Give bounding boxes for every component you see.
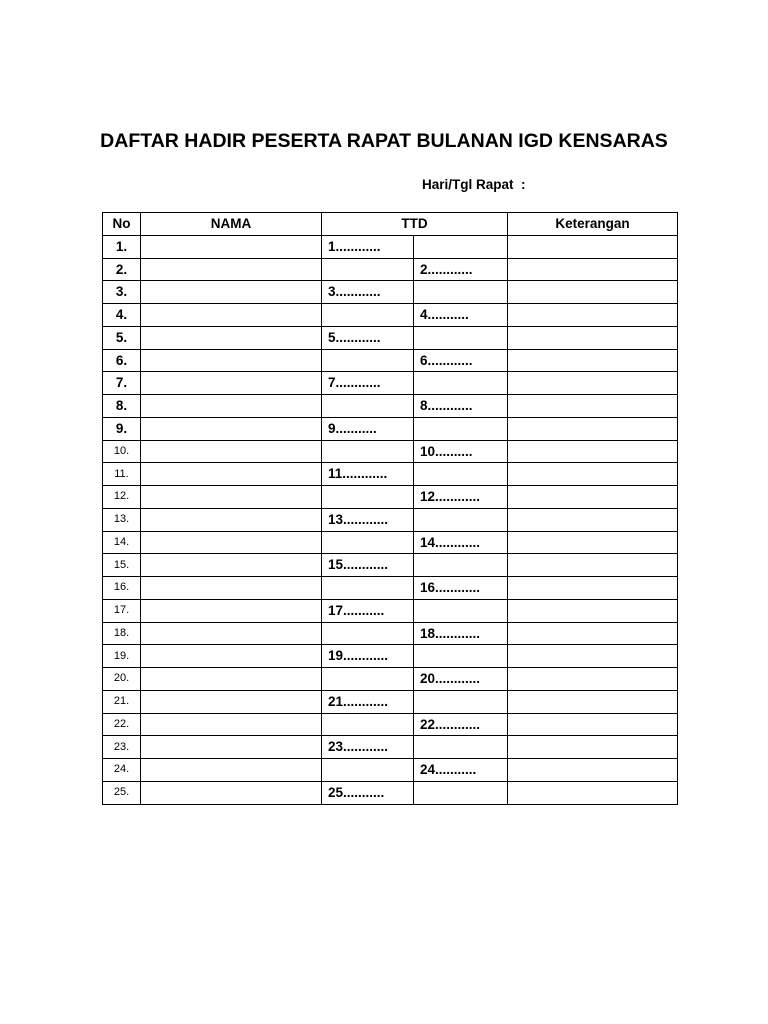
keterangan-cell[interactable] [508, 554, 678, 577]
name-cell[interactable] [141, 690, 322, 713]
signature-line[interactable]: 19............ [322, 645, 414, 668]
row-number: 25. [103, 781, 141, 804]
keterangan-cell[interactable] [508, 668, 678, 691]
keterangan-cell[interactable] [508, 645, 678, 668]
name-cell[interactable] [141, 668, 322, 691]
keterangan-cell[interactable] [508, 463, 678, 486]
row-number: 10. [103, 440, 141, 463]
name-cell[interactable] [141, 395, 322, 418]
signature-line[interactable]: 13............ [322, 508, 414, 531]
row-number: 7. [103, 372, 141, 395]
keterangan-cell[interactable] [508, 622, 678, 645]
table-row [103, 417, 678, 440]
keterangan-cell[interactable] [508, 577, 678, 600]
table-row [103, 372, 678, 395]
table-row [103, 463, 678, 486]
table-row [103, 395, 678, 418]
keterangan-cell[interactable] [508, 258, 678, 281]
keterangan-cell[interactable] [508, 599, 678, 622]
signature-blank-cell [414, 281, 508, 304]
signature-blank-cell [322, 258, 414, 281]
name-cell[interactable] [141, 304, 322, 327]
signature-blank-cell [414, 690, 508, 713]
keterangan-cell[interactable] [508, 372, 678, 395]
name-cell[interactable] [141, 713, 322, 736]
table-row [103, 304, 678, 327]
name-cell[interactable] [141, 235, 322, 258]
signature-blank-cell [414, 417, 508, 440]
row-number: 13. [103, 508, 141, 531]
table-row [103, 440, 678, 463]
table-row [103, 258, 678, 281]
keterangan-cell[interactable] [508, 235, 678, 258]
table-row [103, 577, 678, 600]
signature-blank-cell [322, 668, 414, 691]
name-cell[interactable] [141, 417, 322, 440]
header-keterangan: Keterangan [508, 213, 678, 236]
row-number: 21. [103, 690, 141, 713]
row-number: 18. [103, 622, 141, 645]
signature-blank-cell [414, 463, 508, 486]
name-cell[interactable] [141, 349, 322, 372]
name-cell[interactable] [141, 577, 322, 600]
row-number: 11. [103, 463, 141, 486]
table-header-row [103, 213, 678, 236]
row-number: 8. [103, 395, 141, 418]
table-row [103, 281, 678, 304]
signature-line[interactable]: 22............ [414, 713, 508, 736]
table-row [103, 326, 678, 349]
keterangan-cell[interactable] [508, 690, 678, 713]
row-number: 6. [103, 349, 141, 372]
meeting-date-label: Hari/Tgl Rapat : [422, 177, 526, 192]
signature-line[interactable]: 3............ [322, 281, 414, 304]
row-number: 9. [103, 417, 141, 440]
name-cell[interactable] [141, 508, 322, 531]
signature-line[interactable]: 16............ [414, 577, 508, 600]
signature-blank-cell [414, 781, 508, 804]
signature-line[interactable]: 23............ [322, 736, 414, 759]
signature-line[interactable]: 11............ [322, 463, 414, 486]
keterangan-cell[interactable] [508, 508, 678, 531]
signature-line[interactable]: 1............ [322, 235, 414, 258]
signature-blank-cell [322, 486, 414, 509]
row-number: 24. [103, 759, 141, 782]
name-cell[interactable] [141, 372, 322, 395]
signature-line[interactable]: 9........... [322, 417, 414, 440]
table-row [103, 781, 678, 804]
table-row [103, 531, 678, 554]
table-row [103, 622, 678, 645]
signature-line[interactable]: 18............ [414, 622, 508, 645]
signature-blank-cell [414, 508, 508, 531]
row-number: 5. [103, 326, 141, 349]
signature-line[interactable]: 5............ [322, 326, 414, 349]
row-number: 3. [103, 281, 141, 304]
signature-blank-cell [322, 713, 414, 736]
name-cell[interactable] [141, 759, 322, 782]
table-row [103, 690, 678, 713]
table-row [103, 645, 678, 668]
row-number: 22. [103, 713, 141, 736]
document-title: DAFTAR HADIR PESERTA RAPAT BULANAN IGD KENSARAS [100, 130, 668, 152]
signature-line[interactable]: 7............ [322, 372, 414, 395]
table-row [103, 713, 678, 736]
name-cell[interactable] [141, 736, 322, 759]
table-header [103, 213, 678, 236]
table-row [103, 554, 678, 577]
row-number: 23. [103, 736, 141, 759]
name-cell[interactable] [141, 326, 322, 349]
signature-line[interactable]: 6............ [414, 349, 508, 372]
keterangan-cell[interactable] [508, 349, 678, 372]
signature-line[interactable]: 10.......... [414, 440, 508, 463]
header-no: No [103, 213, 141, 236]
table-row [103, 486, 678, 509]
signature-line[interactable]: 2............ [414, 258, 508, 281]
keterangan-cell[interactable] [508, 417, 678, 440]
signature-blank-cell [322, 531, 414, 554]
signature-blank-cell [322, 440, 414, 463]
keterangan-cell[interactable] [508, 736, 678, 759]
signature-line[interactable]: 25........... [322, 781, 414, 804]
name-cell[interactable] [141, 486, 322, 509]
keterangan-cell[interactable] [508, 304, 678, 327]
row-number: 19. [103, 645, 141, 668]
name-cell[interactable] [141, 645, 322, 668]
keterangan-cell[interactable] [508, 486, 678, 509]
name-cell[interactable] [141, 599, 322, 622]
row-number: 20. [103, 668, 141, 691]
header-nama: NAMA [141, 213, 322, 236]
signature-blank-cell [322, 759, 414, 782]
row-number: 14. [103, 531, 141, 554]
table-body [103, 235, 678, 804]
name-cell[interactable] [141, 622, 322, 645]
signature-blank-cell [414, 554, 508, 577]
name-cell[interactable] [141, 281, 322, 304]
row-number: 1. [103, 235, 141, 258]
name-cell[interactable] [141, 554, 322, 577]
attendance-table [102, 212, 678, 805]
signature-blank-cell [322, 304, 414, 327]
row-number: 16. [103, 577, 141, 600]
header-ttd: TTD [322, 213, 508, 236]
table-row [103, 599, 678, 622]
keterangan-cell[interactable] [508, 440, 678, 463]
table-row [103, 759, 678, 782]
table-row [103, 668, 678, 691]
keterangan-cell[interactable] [508, 759, 678, 782]
name-cell[interactable] [141, 781, 322, 804]
keterangan-cell[interactable] [508, 713, 678, 736]
row-number: 2. [103, 258, 141, 281]
table-row [103, 349, 678, 372]
keterangan-cell[interactable] [508, 781, 678, 804]
signature-line[interactable]: 14............ [414, 531, 508, 554]
table-row [103, 508, 678, 531]
name-cell[interactable] [141, 440, 322, 463]
signature-line[interactable]: 24........... [414, 759, 508, 782]
signature-blank-cell [322, 622, 414, 645]
signature-blank-cell [322, 349, 414, 372]
signature-blank-cell [414, 599, 508, 622]
signature-blank-cell [414, 326, 508, 349]
table-row [103, 736, 678, 759]
signature-line[interactable]: 4........... [414, 304, 508, 327]
signature-line[interactable]: 8............ [414, 395, 508, 418]
row-number: 17. [103, 599, 141, 622]
signature-blank-cell [414, 645, 508, 668]
table-row [103, 235, 678, 258]
keterangan-cell[interactable] [508, 326, 678, 349]
name-cell[interactable] [141, 258, 322, 281]
keterangan-cell[interactable] [508, 531, 678, 554]
keterangan-cell[interactable] [508, 281, 678, 304]
keterangan-cell[interactable] [508, 395, 678, 418]
signature-line[interactable]: 17........... [322, 599, 414, 622]
signature-line[interactable]: 12............ [414, 486, 508, 509]
signature-blank-cell [414, 736, 508, 759]
signature-blank-cell [322, 577, 414, 600]
row-number: 12. [103, 486, 141, 509]
signature-blank-cell [414, 235, 508, 258]
row-number: 15. [103, 554, 141, 577]
signature-line[interactable]: 21............ [322, 690, 414, 713]
signature-blank-cell [414, 372, 508, 395]
signature-line[interactable]: 15............ [322, 554, 414, 577]
name-cell[interactable] [141, 531, 322, 554]
name-cell[interactable] [141, 463, 322, 486]
signature-line[interactable]: 20............ [414, 668, 508, 691]
row-number: 4. [103, 304, 141, 327]
signature-blank-cell [322, 395, 414, 418]
